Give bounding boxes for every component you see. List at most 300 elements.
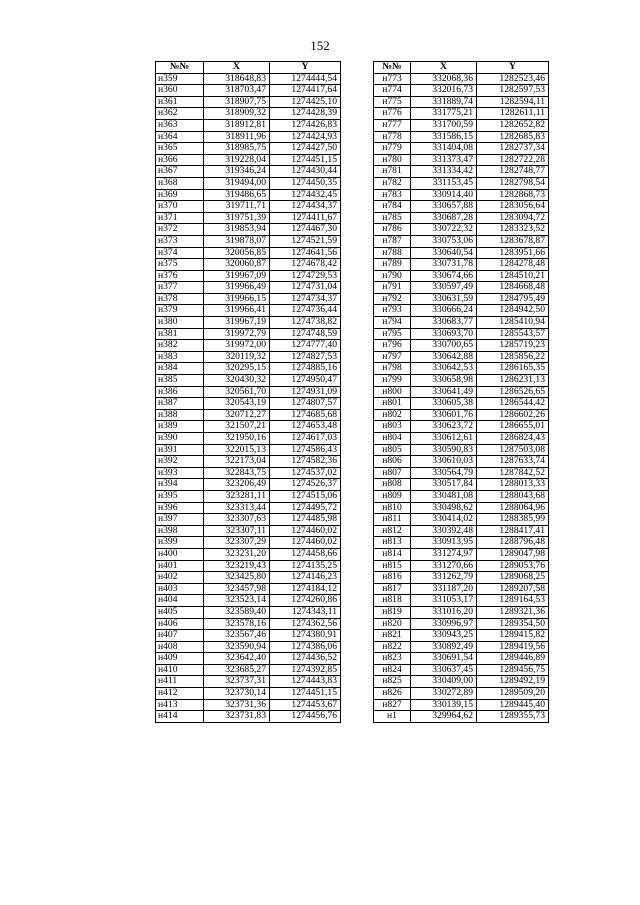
point-id-cell: н406 (156, 618, 204, 630)
y-coordinate-cell: 1289068,25 (477, 572, 549, 584)
point-id-cell: н362 (156, 108, 204, 120)
table-row (374, 676, 549, 688)
table-row (156, 456, 341, 468)
table-row (156, 73, 341, 85)
x-coordinate-cell: 330666,24 (411, 305, 477, 317)
x-coordinate-cell: 323730,14 (204, 688, 270, 700)
table-row (374, 560, 549, 572)
y-coordinate-cell: 1287503,08 (477, 444, 549, 456)
x-coordinate-cell: 318703,47 (204, 85, 270, 97)
y-coordinate-cell: 1274450,35 (270, 177, 341, 189)
y-coordinate-cell: 1289456,75 (477, 664, 549, 676)
point-id-cell: н792 (374, 293, 411, 305)
point-id-cell: н369 (156, 189, 204, 201)
y-coordinate-cell: 1289419,56 (477, 641, 549, 653)
y-coordinate-cell: 1274386,06 (270, 641, 341, 653)
x-coordinate-cell: 330637,45 (411, 664, 477, 676)
table-row (156, 363, 341, 375)
y-coordinate-cell: 1286231,13 (477, 375, 549, 387)
point-id-cell: н816 (374, 572, 411, 584)
point-id-cell: н797 (374, 351, 411, 363)
table-row (374, 73, 549, 85)
y-coordinate-cell: 1284510,21 (477, 270, 549, 282)
table-row (374, 189, 549, 201)
point-id-cell: н791 (374, 282, 411, 294)
point-id-cell: н819 (374, 606, 411, 618)
y-coordinate-cell: 1274653,48 (270, 421, 341, 433)
point-id-cell: н390 (156, 433, 204, 445)
y-coordinate-cell: 1274392,85 (270, 664, 341, 676)
y-coordinate-cell: 1274428,39 (270, 108, 341, 120)
x-coordinate-cell: 320056,85 (204, 247, 270, 259)
x-coordinate-cell: 330914,40 (411, 189, 477, 201)
x-coordinate-cell: 319711,71 (204, 201, 270, 213)
point-id-cell: н806 (374, 456, 411, 468)
point-id-cell: н773 (374, 73, 411, 85)
x-coordinate-cell: 323567,46 (204, 630, 270, 642)
y-coordinate-cell: 1289047,98 (477, 548, 549, 560)
table-row (156, 433, 341, 445)
x-coordinate-cell: 319966,15 (204, 293, 270, 305)
x-coordinate-cell: 323590,94 (204, 641, 270, 653)
table-row (374, 711, 549, 723)
x-coordinate-cell: 320561,70 (204, 386, 270, 398)
y-coordinate-cell: 1274731,04 (270, 282, 341, 294)
table-row (374, 630, 549, 642)
y-coordinate-cell: 1285856,22 (477, 351, 549, 363)
y-coordinate-cell: 1289509,20 (477, 688, 549, 700)
point-id-cell: н777 (374, 119, 411, 131)
table-row (374, 154, 549, 166)
table-row (156, 630, 341, 642)
x-coordinate-cell: 331016,20 (411, 606, 477, 618)
point-id-cell: н379 (156, 305, 204, 317)
table-row (156, 583, 341, 595)
table-row (374, 247, 549, 259)
point-id-cell: н364 (156, 131, 204, 143)
point-id-cell: н403 (156, 583, 204, 595)
table-row (374, 433, 549, 445)
x-coordinate-cell: 330687,28 (411, 212, 477, 224)
table-row (156, 224, 341, 236)
point-id-cell: н794 (374, 317, 411, 329)
y-coordinate-cell: 1274184,12 (270, 583, 341, 595)
x-coordinate-cell: 319751,39 (204, 212, 270, 224)
point-id-cell: н408 (156, 641, 204, 653)
point-id-cell: н803 (374, 421, 411, 433)
table-row (374, 317, 549, 329)
table-row (374, 282, 549, 294)
point-id-cell: н372 (156, 224, 204, 236)
x-coordinate-cell: 331775,21 (411, 108, 477, 120)
point-id-cell: н388 (156, 409, 204, 421)
y-coordinate-cell: 1274678,42 (270, 259, 341, 271)
table-row (156, 606, 341, 618)
point-id-cell: н359 (156, 73, 204, 85)
table-row (374, 490, 549, 502)
point-id-cell: н375 (156, 259, 204, 271)
point-id-cell: н793 (374, 305, 411, 317)
table-row (374, 328, 549, 340)
point-id-cell: н378 (156, 293, 204, 305)
table-row (156, 595, 341, 607)
x-coordinate-cell: 320060,87 (204, 259, 270, 271)
point-id-cell: н810 (374, 502, 411, 514)
table-row (374, 224, 549, 236)
point-id-cell: н822 (374, 641, 411, 653)
point-id-cell: н818 (374, 595, 411, 607)
x-coordinate-cell: 323737,31 (204, 676, 270, 688)
table-row (374, 409, 549, 421)
table-row (374, 456, 549, 468)
table-row (374, 699, 549, 711)
point-id-cell: н392 (156, 456, 204, 468)
table-row (374, 270, 549, 282)
y-coordinate-cell: 1284942,50 (477, 305, 549, 317)
y-coordinate-cell: 1274434,37 (270, 201, 341, 213)
x-coordinate-cell: 330642,53 (411, 363, 477, 375)
y-coordinate-cell: 1282748,77 (477, 166, 549, 178)
table-row (374, 502, 549, 514)
x-coordinate-cell: 329964,62 (411, 711, 477, 723)
table-row (374, 108, 549, 120)
point-id-cell: н790 (374, 270, 411, 282)
table-row (374, 259, 549, 271)
point-id-cell: н396 (156, 502, 204, 514)
x-coordinate-cell: 330612,61 (411, 433, 477, 445)
table-row (156, 699, 341, 711)
x-coordinate-cell: 330564,79 (411, 467, 477, 479)
table-row (156, 479, 341, 491)
x-coordinate-cell: 330610,03 (411, 456, 477, 468)
y-coordinate-cell: 1289354,50 (477, 618, 549, 630)
table-row (156, 618, 341, 630)
x-coordinate-cell: 330722,32 (411, 224, 477, 236)
x-coordinate-cell: 330590,83 (411, 444, 477, 456)
table-row (374, 664, 549, 676)
table-row (156, 537, 341, 549)
table-row (156, 328, 341, 340)
y-coordinate-cell: 1289053,76 (477, 560, 549, 572)
table-row (374, 143, 549, 155)
table-row (156, 467, 341, 479)
y-coordinate-cell: 1274380,91 (270, 630, 341, 642)
table-row (156, 282, 341, 294)
y-coordinate-cell: 1288013,33 (477, 479, 549, 491)
table-row (374, 514, 549, 526)
point-id-cell: н376 (156, 270, 204, 282)
table-row (374, 618, 549, 630)
point-id-cell: н808 (374, 479, 411, 491)
point-id-cell: н382 (156, 340, 204, 352)
point-id-cell: н398 (156, 525, 204, 537)
point-id-cell: н781 (374, 166, 411, 178)
x-coordinate-cell: 323313,44 (204, 502, 270, 514)
x-coordinate-cell: 323457,98 (204, 583, 270, 595)
x-coordinate-cell: 330731,78 (411, 259, 477, 271)
point-id-cell: н381 (156, 328, 204, 340)
y-coordinate-cell: 1274777,40 (270, 340, 341, 352)
y-coordinate-cell: 1282737,34 (477, 143, 549, 155)
x-coordinate-cell: 323206,49 (204, 479, 270, 491)
x-coordinate-cell: 323425,80 (204, 572, 270, 584)
y-coordinate-cell: 1282523,46 (477, 73, 549, 85)
x-coordinate-cell: 319972,79 (204, 328, 270, 340)
y-coordinate-cell: 1289207,58 (477, 583, 549, 595)
table-row (374, 572, 549, 584)
y-coordinate-cell: 1287842,52 (477, 467, 549, 479)
y-coordinate-cell: 1274729,53 (270, 270, 341, 282)
x-coordinate-cell: 331153,45 (411, 177, 477, 189)
y-coordinate-cell: 1274453,67 (270, 699, 341, 711)
y-coordinate-cell: 1274451,15 (270, 154, 341, 166)
table-row (156, 201, 341, 213)
point-id-cell: н413 (156, 699, 204, 711)
table-row (374, 641, 549, 653)
y-coordinate-cell: 1274432,45 (270, 189, 341, 201)
x-coordinate-cell: 323589,40 (204, 606, 270, 618)
y-coordinate-cell: 1274135,25 (270, 560, 341, 572)
x-coordinate-cell: 320295,15 (204, 363, 270, 375)
point-id-cell: н796 (374, 340, 411, 352)
point-id-cell: н821 (374, 630, 411, 642)
point-id-cell: н801 (374, 398, 411, 410)
point-id-cell: н411 (156, 676, 204, 688)
table-row (156, 409, 341, 421)
header-x: X (204, 62, 270, 74)
x-coordinate-cell: 330597,49 (411, 282, 477, 294)
y-coordinate-cell: 1274807,57 (270, 398, 341, 410)
table-row (156, 490, 341, 502)
x-coordinate-cell: 330498,62 (411, 502, 477, 514)
y-coordinate-cell: 1274827,53 (270, 351, 341, 363)
table-row (374, 386, 549, 398)
table-row (156, 317, 341, 329)
point-id-cell: н407 (156, 630, 204, 642)
x-coordinate-cell: 332068,36 (411, 73, 477, 85)
y-coordinate-cell: 1286655,01 (477, 421, 549, 433)
x-coordinate-cell: 323307,29 (204, 537, 270, 549)
point-id-cell: н412 (156, 688, 204, 700)
point-id-cell: н386 (156, 386, 204, 398)
table-row (374, 479, 549, 491)
point-id-cell: н391 (156, 444, 204, 456)
table-row (374, 131, 549, 143)
point-id-cell: н361 (156, 96, 204, 108)
table-row (156, 247, 341, 259)
table-row (156, 351, 341, 363)
x-coordinate-cell: 319966,49 (204, 282, 270, 294)
y-coordinate-cell: 1286165,35 (477, 363, 549, 375)
table-row (374, 119, 549, 131)
y-coordinate-cell: 1274362,56 (270, 618, 341, 630)
x-coordinate-cell: 331889,74 (411, 96, 477, 108)
point-id-cell: н824 (374, 664, 411, 676)
y-coordinate-cell: 1274467,30 (270, 224, 341, 236)
table-row (374, 177, 549, 189)
x-coordinate-cell: 320712,27 (204, 409, 270, 421)
x-coordinate-cell: 330753,06 (411, 235, 477, 247)
table-row (156, 525, 341, 537)
y-coordinate-cell: 1274417,64 (270, 85, 341, 97)
x-coordinate-cell: 330674,66 (411, 270, 477, 282)
x-coordinate-cell: 330943,25 (411, 630, 477, 642)
y-coordinate-cell: 1274526,37 (270, 479, 341, 491)
table-row (374, 595, 549, 607)
x-coordinate-cell: 332016,73 (411, 85, 477, 97)
y-coordinate-cell: 1274748,59 (270, 328, 341, 340)
y-coordinate-cell: 1274586,43 (270, 444, 341, 456)
point-id-cell: н774 (374, 85, 411, 97)
y-coordinate-cell: 1274456,76 (270, 711, 341, 723)
point-id-cell: н365 (156, 143, 204, 155)
x-coordinate-cell: 322843,75 (204, 467, 270, 479)
point-id-cell: н367 (156, 166, 204, 178)
y-coordinate-cell: 1274424,93 (270, 131, 341, 143)
point-id-cell: н820 (374, 618, 411, 630)
x-coordinate-cell: 330409,00 (411, 676, 477, 688)
header-x: X (411, 62, 477, 74)
point-id-cell: н373 (156, 235, 204, 247)
point-id-cell: н410 (156, 664, 204, 676)
y-coordinate-cell: 1274343,11 (270, 606, 341, 618)
x-coordinate-cell: 330657,88 (411, 201, 477, 213)
y-coordinate-cell: 1283056,64 (477, 201, 549, 213)
point-id-cell: н405 (156, 606, 204, 618)
point-id-cell: н371 (156, 212, 204, 224)
x-coordinate-cell: 330892,49 (411, 641, 477, 653)
point-id-cell: н809 (374, 490, 411, 502)
table-row (156, 421, 341, 433)
table-row (374, 421, 549, 433)
x-coordinate-cell: 330517,84 (411, 479, 477, 491)
point-id-cell: н807 (374, 467, 411, 479)
table-row (156, 119, 341, 131)
page-number: 152 (310, 38, 330, 53)
table-row (156, 85, 341, 97)
point-id-cell: н399 (156, 537, 204, 549)
y-coordinate-cell: 1274495,72 (270, 502, 341, 514)
table-row (374, 340, 549, 352)
x-coordinate-cell: 319853,94 (204, 224, 270, 236)
point-id-cell: н387 (156, 398, 204, 410)
point-id-cell: н812 (374, 525, 411, 537)
table-row (156, 641, 341, 653)
y-coordinate-cell: 1274950,47 (270, 375, 341, 387)
coordinates-table-left (155, 61, 341, 723)
y-coordinate-cell: 1289446,89 (477, 653, 549, 665)
point-id-cell: н394 (156, 479, 204, 491)
table-row (156, 386, 341, 398)
x-coordinate-cell: 331700,59 (411, 119, 477, 131)
point-id-cell: н785 (374, 212, 411, 224)
x-coordinate-cell: 323307,11 (204, 525, 270, 537)
point-id-cell: н802 (374, 409, 411, 421)
x-coordinate-cell: 319228,04 (204, 154, 270, 166)
table-row (156, 131, 341, 143)
table-row (374, 537, 549, 549)
table-row (156, 444, 341, 456)
point-id-cell: н360 (156, 85, 204, 97)
x-coordinate-cell: 318648,83 (204, 73, 270, 85)
table-row (156, 166, 341, 178)
table-row (156, 293, 341, 305)
x-coordinate-cell: 330631,59 (411, 293, 477, 305)
point-id-cell: н782 (374, 177, 411, 189)
table-row (156, 398, 341, 410)
table-row (156, 340, 341, 352)
point-id-cell: н1 (374, 711, 411, 723)
x-coordinate-cell: 323578,16 (204, 618, 270, 630)
x-coordinate-cell: 322015,13 (204, 444, 270, 456)
header-number: №№ (374, 62, 411, 74)
y-coordinate-cell: 1285410,94 (477, 317, 549, 329)
point-id-cell: н383 (156, 351, 204, 363)
point-id-cell: н389 (156, 421, 204, 433)
header-y: Y (270, 62, 341, 74)
table-row (374, 305, 549, 317)
x-coordinate-cell: 321950,16 (204, 433, 270, 445)
table-row (374, 375, 549, 387)
point-id-cell: н366 (156, 154, 204, 166)
table-row (156, 96, 341, 108)
x-coordinate-cell: 323231,20 (204, 548, 270, 560)
point-id-cell: н813 (374, 537, 411, 549)
table-row (374, 583, 549, 595)
point-id-cell: н409 (156, 653, 204, 665)
y-coordinate-cell: 1274641,56 (270, 247, 341, 259)
y-coordinate-cell: 1288417,41 (477, 525, 549, 537)
point-id-cell: н393 (156, 467, 204, 479)
x-coordinate-cell: 331274,97 (411, 548, 477, 560)
table-row (374, 398, 549, 410)
x-coordinate-cell: 318912,81 (204, 119, 270, 131)
x-coordinate-cell: 323307,63 (204, 514, 270, 526)
table-row (374, 212, 549, 224)
table-row (374, 351, 549, 363)
table-row (374, 201, 549, 213)
y-coordinate-cell: 1288043,68 (477, 490, 549, 502)
x-coordinate-cell: 318907,75 (204, 96, 270, 108)
y-coordinate-cell: 1274443,83 (270, 676, 341, 688)
y-coordinate-cell: 1289492,19 (477, 676, 549, 688)
point-id-cell: н817 (374, 583, 411, 595)
x-coordinate-cell: 319346,24 (204, 166, 270, 178)
point-id-cell: н370 (156, 201, 204, 213)
point-id-cell: н780 (374, 154, 411, 166)
point-id-cell: н397 (156, 514, 204, 526)
x-coordinate-cell: 330658,98 (411, 375, 477, 387)
table-row (156, 270, 341, 282)
table-row (156, 664, 341, 676)
y-coordinate-cell: 1285543,57 (477, 328, 549, 340)
y-coordinate-cell: 1286544,42 (477, 398, 549, 410)
y-coordinate-cell: 1286602,26 (477, 409, 549, 421)
x-coordinate-cell: 331373,47 (411, 154, 477, 166)
x-coordinate-cell: 319878,07 (204, 235, 270, 247)
x-coordinate-cell: 323642,40 (204, 653, 270, 665)
x-coordinate-cell: 323281,11 (204, 490, 270, 502)
point-id-cell: н404 (156, 595, 204, 607)
table-row (374, 235, 549, 247)
y-coordinate-cell: 1283094,72 (477, 212, 549, 224)
point-id-cell: н823 (374, 653, 411, 665)
table-header-row (374, 62, 549, 74)
table-row (374, 525, 549, 537)
y-coordinate-cell: 1274537,02 (270, 467, 341, 479)
y-coordinate-cell: 1274430,44 (270, 166, 341, 178)
y-coordinate-cell: 1274738,82 (270, 317, 341, 329)
